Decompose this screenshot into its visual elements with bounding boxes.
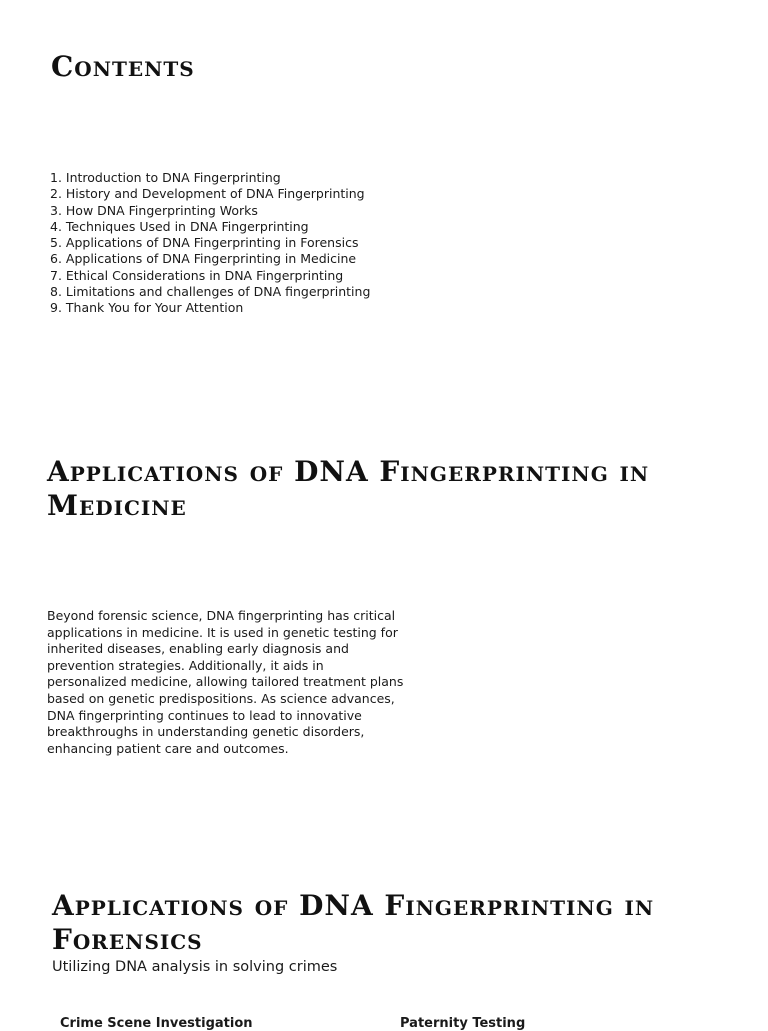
paternity-label: Paternity Testing <box>400 1016 526 1031</box>
contents-item: 6. Applications of DNA Fingerprinting in Medicine <box>50 251 357 267</box>
contents-item: 2. History and Development of DNA Fingerprinting <box>50 186 365 202</box>
contents-item: 5. Applications of DNA Fingerprinting in Forensics <box>50 235 359 251</box>
contents-item: 1. Introduction to DNA Fingerprinting <box>50 170 281 185</box>
forensics-subtitle: Utilizing DNA analysis in solving crimes <box>52 959 338 975</box>
contents-item: 9. Thank You for Your Attention <box>50 300 244 316</box>
contents-item: 4. Techniques Used in DNA Fingerprinting <box>50 218 309 234</box>
contents-list <box>50 170 370 317</box>
medicine-title: Applications of DNA Fingerprinting in Medicine <box>47 455 650 522</box>
contents-item: 8. Limitations and challenges of DNA fingerprinting <box>50 284 371 300</box>
medicine-body: Beyond forensic science, DNA fingerprinting has critical applications in medicine. It is used in genetic testing for inherited diseases, enabling early diagnosis and prevention strategies. Additionally, it aids in personalized medicine, allowing tailored treatment plans based on genetic predispositions. As science advances, DNA fingerprinting continues to lead to innovative breakthroughs in understanding genetic disorders, enhancing patient care and outcomes. <box>47 608 404 756</box>
crime-scene-label: Crime Scene Investigation <box>60 1016 253 1031</box>
contents-title: Contents <box>51 50 195 83</box>
forensics-title: Applications of DNA Fingerprinting in Forensics <box>52 889 655 956</box>
contents-item: 7. Ethical Considerations in DNA Fingerprinting <box>50 267 344 283</box>
contents-item: 3. How DNA Fingerprinting Works <box>50 202 258 218</box>
